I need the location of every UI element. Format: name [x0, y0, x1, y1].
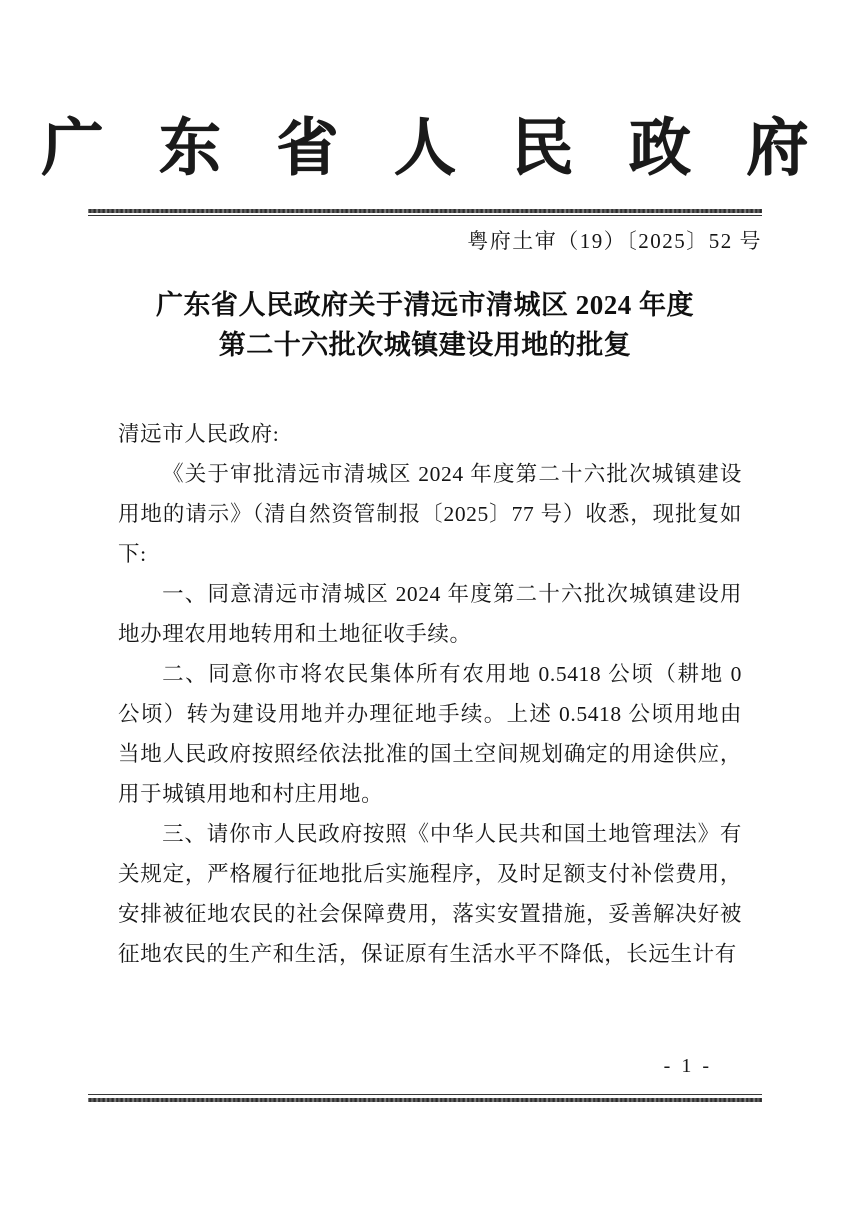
paragraph-item-1: 一、同意清远市清城区 2024 年度第二十六批次城镇建设用地办理农用地转用和土地征收手续。 — [118, 582, 742, 646]
page-title-line-1: 广东省人民政府关于清远市清城区 2024 年度 — [156, 290, 694, 320]
issuing-organization-title: 广 东 省 人 民 政 府 — [41, 115, 829, 183]
footer-divider — [88, 1094, 762, 1102]
page-title-line-2: 第二十六批次城镇建设用地的批复 — [218, 330, 632, 360]
header-rule-thin — [88, 215, 762, 216]
page-number: - 1 - — [663, 1055, 712, 1077]
document-body — [118, 414, 742, 974]
page-title — [95, 285, 755, 365]
document-number: 粤府土审（19）〔2025〕52 号 — [467, 229, 762, 253]
masthead — [0, 115, 850, 183]
paragraph-preamble: 《关于审批清远市清城区 2024 年度第二十六批次城镇建设用地的请示》（清自然资管制报〔2025〕77 号）收悉，现批复如下: — [118, 462, 742, 566]
header-divider — [88, 209, 762, 216]
paragraph-item-2: 二、同意你市将农民集体所有农用地 0.5418 公顷（耕地 0 公顷）转为建设用地并办理征地手续。上述 0.5418 公顷用地由当地人民政府按照经依法批准的国土空间规划确定的用途供应，用于城镇用地和村庄用地。 — [118, 662, 742, 806]
paragraph-item-3: 三、请你市人民政府按照《中华人民共和国土地管理法》有关规定，严格履行征地批后实施程序，及时足额支付补偿费用，安排被征地农民的社会保障费用，落实安置措施，妥善解决好被征地农民的生产和生活，保证原有生活水平不降低，长远生计有 — [118, 822, 742, 966]
salutation: 清远市人民政府: — [118, 422, 280, 446]
footer-rule-thick — [88, 1098, 762, 1102]
